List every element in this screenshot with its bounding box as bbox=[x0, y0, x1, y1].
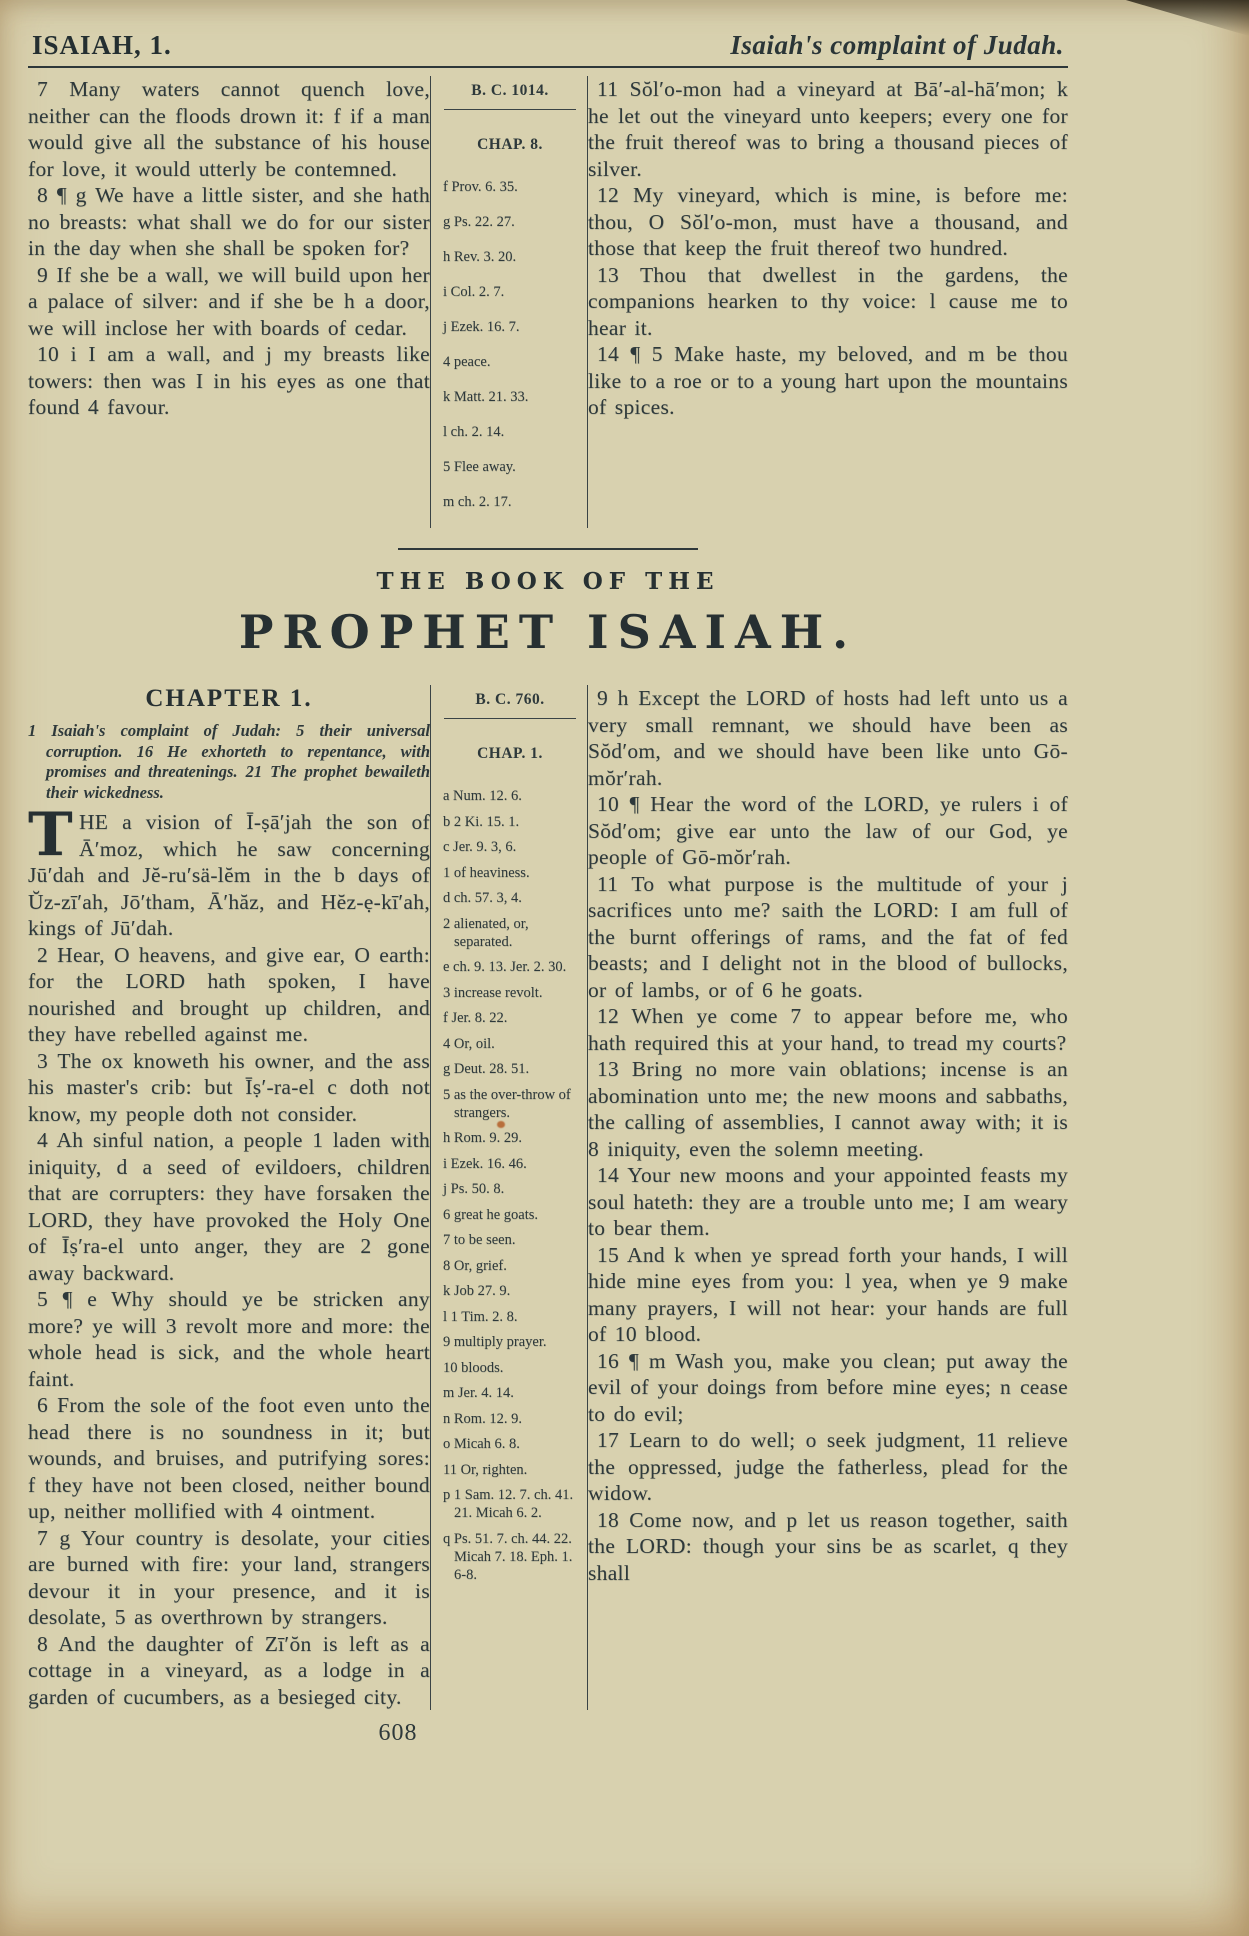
verse: 14 ¶ 5 Make haste, my beloved, and m be thou like to a roe or to a young hart upon the mountains of spices. bbox=[588, 342, 1068, 419]
cross-reference-item: g Ps. 22. 27. bbox=[443, 214, 515, 230]
chapter-1-section bbox=[28, 685, 1068, 1710]
cross-reference-item: i Ezek. 16. 46. bbox=[443, 1155, 527, 1172]
cross-reference-item: f Jer. 8. 22. bbox=[443, 1010, 508, 1026]
cross-reference-item: 5 as the over-throw of strangers. bbox=[443, 1086, 571, 1121]
verse: 18 Come now, and p let us reason together, saith the LORD: though your sins be as scarlet, q they shall bbox=[588, 1507, 1068, 1585]
cross-reference-item: 8 Or, grief. bbox=[443, 1257, 507, 1274]
song-of-solomon-section bbox=[28, 76, 1068, 528]
verse-1 bbox=[28, 800, 430, 942]
verse: 10 ¶ Hear the word of the LORD, ye rulers i of Sŏd′om; give ear unto the law of our God, ye people of Gō-mŏr′rah. bbox=[588, 792, 1068, 869]
cross-reference-item: 7 to be seen. bbox=[443, 1232, 516, 1248]
bc-rule bbox=[444, 109, 576, 110]
cross-reference-item: q Ps. 51. 7. ch. 44. 22. Micah 7. 18. Eph. 1. 6-8. bbox=[443, 1530, 573, 1583]
verse: 8 And the daughter of Zī′ŏn is left as a cottage in a vineyard, as a lodge in a garden of cucumbers, as a besieged city. bbox=[28, 1631, 430, 1709]
chapter-summary: 1 Isaiah's complaint of Judah: 5 their universal corruption. 16 He exhorteth to repentance, with promises and threatenings. 21 The prophet bewaileth their wickedness. bbox=[28, 721, 430, 802]
cross-reference-item: k Job 27. 9. bbox=[443, 1283, 511, 1299]
verse: 8 ¶ g We have a little sister, and she hath no breasts: what shall we do for our sister in the day when she shall be spoken for? bbox=[28, 183, 430, 260]
chapter1-left-verses bbox=[28, 942, 430, 1711]
verse-1-text: HE a vision of Ī-ṣā′jah the son of Ā′moz, which he saw concerning Jū′dah and Jĕ-ru′sä-lĕm in the b days of Ŭz-zī′ah, Jō′tham, Ā′hăz, and Hĕz-ẹ-kī′ah, kings of Jū′dah. bbox=[28, 810, 430, 940]
cross-reference-item: 6 great he goats. bbox=[443, 1206, 539, 1223]
book-title bbox=[28, 568, 1068, 659]
verse: 9 h Except the LORD of hosts had left unto us a very small remnant, we should have been as Sŏd′om, and we should have been like unto Gō-mŏr′rah. bbox=[588, 686, 1068, 790]
cross-reference-item: o Micah 6. 8. bbox=[443, 1436, 520, 1452]
verse: 13 Bring no more vain oblations; incense is an abomination unto me; the new moons and sabbaths, the calling of assemblies, I cannot away with; it is 8 iniquity, even the solemn meeting. bbox=[588, 1057, 1068, 1161]
sos-right-column bbox=[588, 76, 1068, 528]
chapter1-cross-references bbox=[443, 787, 577, 1584]
bc-rule bbox=[444, 718, 576, 719]
cross-reference-item: d ch. 57. 3, 4. bbox=[443, 890, 522, 906]
chapter1-reference-column bbox=[430, 685, 588, 1710]
cross-reference-item: 3 increase revolt. bbox=[443, 984, 543, 1001]
page-content bbox=[28, 30, 1068, 1747]
cross-reference-item: i Col. 2. 7. bbox=[443, 284, 505, 300]
verse: 14 Your new moons and your appointed feasts my soul hateth: they are a trouble unto me; I am weary to bear them. bbox=[588, 1163, 1068, 1240]
cross-reference-item: 4 Or, oil. bbox=[443, 1035, 495, 1052]
verse: 9 If she be a wall, we will build upon her a palace of silver: and if she be h a door, we will inclose her with boards of cedar. bbox=[28, 262, 430, 340]
cross-reference-item: h Rom. 9. 29. bbox=[443, 1130, 522, 1146]
verse: 2 Hear, O heavens, and give ear, O earth: for the LORD hath spoken, I have nourished and brought up children, and they have rebelled against me. bbox=[28, 942, 430, 1046]
book-title-main: PROPHET ISAIAH. bbox=[238, 605, 858, 659]
cross-reference-item: n Rom. 12. 9. bbox=[443, 1410, 522, 1427]
chapter1-left-column bbox=[28, 685, 430, 1710]
cross-reference-item: 11 Or, righten. bbox=[443, 1461, 528, 1478]
cross-reference-item: f Prov. 6. 35. bbox=[443, 179, 518, 195]
cross-reference-item: h Rev. 3. 20. bbox=[443, 249, 517, 265]
header-rule bbox=[28, 66, 1068, 68]
cross-reference-item: e ch. 9. 13. Jer. 2. 30. bbox=[443, 959, 567, 975]
verse: 3 The ox knoweth his owner, and the ass his master's crib: but Īṣ′-ra-el c doth not know, my people doth not consider. bbox=[28, 1048, 430, 1126]
cross-reference-item: 1 of heaviness. bbox=[443, 864, 530, 881]
cross-reference-item: 5 Flee away. bbox=[443, 459, 516, 475]
cross-reference-item: 9 multiply prayer. bbox=[443, 1334, 547, 1350]
cross-reference-item: 2 alienated, or, separated. bbox=[443, 915, 529, 950]
cross-reference-item: 4 peace. bbox=[443, 354, 491, 370]
bc-date-label: B. C. 1014. bbox=[471, 82, 549, 99]
book-title-kicker: THE BOOK OF THE bbox=[376, 568, 720, 595]
verse: 7 Many waters cannot quench love, neither can the floods drown it: f if a man would give all the substance of his house for love, it would utterly be contemned. bbox=[28, 77, 430, 181]
sos-reference-column bbox=[430, 76, 588, 528]
chapter1-right-column bbox=[588, 685, 1068, 1710]
verse: 15 And k when ye spread forth your hands, I will hide mine eyes from you: l yea, when ye 9 make many prayers, I will not hear: your hands are full of 10 blood. bbox=[588, 1242, 1068, 1346]
chapter-heading: CHAPTER 1. bbox=[145, 685, 313, 712]
chapter-ref-label: CHAP. 1. bbox=[477, 745, 543, 762]
verse: 12 When ye come 7 to appear before me, who hath required this at your hand, to tread my courts? bbox=[588, 1004, 1068, 1055]
verse: 5 ¶ e Why should ye be stricken any more? ye will 3 revolt more and more: the whole head is sick, and the whole heart faint. bbox=[28, 1287, 430, 1391]
chapter-ref-label: CHAP. 8. bbox=[477, 136, 543, 153]
verse: 12 My vineyard, which is mine, is before me: thou, O Sŏl′o-mon, must have a thousand, and those that keep the fruit thereof two hundred. bbox=[588, 183, 1068, 260]
section-divider-rule bbox=[398, 548, 698, 550]
running-head-book-chapter: ISAIAH, 1. bbox=[32, 30, 172, 60]
drop-cap-initial: T bbox=[28, 800, 73, 870]
running-head-title: Isaiah's complaint of Judah. bbox=[730, 30, 1064, 60]
cross-reference-item: g Deut. 28. 51. bbox=[443, 1061, 530, 1077]
cross-reference-item: c Jer. 9. 3, 6. bbox=[443, 839, 517, 855]
verse: 17 Learn to do well; o seek judgment, 11 relieve the oppressed, judge the fatherless, plead for the widow. bbox=[588, 1428, 1068, 1505]
cross-reference-item: b 2 Ki. 15. 1. bbox=[443, 813, 520, 830]
verse: 13 Thou that dwellest in the gardens, the companions hearken to thy voice: l cause me to hear it. bbox=[588, 262, 1068, 340]
bc-date-label: B. C. 760. bbox=[475, 691, 545, 708]
cross-reference-item: k Matt. 21. 33. bbox=[443, 389, 529, 405]
cross-reference-item: 10 bloods. bbox=[443, 1359, 504, 1376]
cross-reference-item: l ch. 2. 14. bbox=[443, 424, 505, 440]
sos-cross-references bbox=[443, 178, 577, 511]
cross-reference-item: m ch. 2. 17. bbox=[443, 494, 512, 510]
verse: 11 Sŏl′o-mon had a vineyard at Bā′-al-hā′mon; k he let out the vineyard unto keepers; every one for the fruit thereof was to bring a thousand pieces of silver. bbox=[588, 77, 1068, 181]
verse: 10 i I am a wall, and j my breasts like towers: then was I in his eyes as one that found 4 favour. bbox=[28, 342, 430, 419]
page-number: 608 bbox=[378, 1720, 418, 1746]
cross-reference-item: a Num. 12. 6. bbox=[443, 788, 522, 804]
verse: 7 g Your country is desolate, your cities are burned with fire: your land, strangers devour it in your presence, and it is desolate, 5 as overthrown by strangers. bbox=[28, 1525, 430, 1629]
cross-reference-item: j Ezek. 16. 7. bbox=[443, 319, 520, 335]
verse: 4 Ah sinful nation, a people 1 laden with iniquity, d a seed of evildoers, children that are corrupters: they have forsaken the LORD, they have provoked the Holy One of Īṣ′ra-el unto anger, they are 2 gone away backward. bbox=[28, 1128, 430, 1285]
sos-left-column bbox=[28, 76, 430, 528]
verse: 11 To what purpose is the multitude of your j sacrifices unto me? saith the LORD: I am full of the burnt offerings of rams, and the fat of fed beasts; and I delight not in the blood of bullocks, or of lambs, or of 6 he goats. bbox=[588, 871, 1068, 1002]
cross-reference-item: j Ps. 50. 8. bbox=[443, 1181, 505, 1197]
verse: 16 ¶ m Wash you, make you clean; put away the evil of your doings from before mine eyes; n cease to do evil; bbox=[588, 1348, 1068, 1426]
page-corner-shadow bbox=[1109, 0, 1249, 36]
cross-reference-item: p 1 Sam. 12. 7. ch. 41. 21. Micah 6. 2. bbox=[443, 1487, 574, 1521]
running-head bbox=[28, 30, 1068, 61]
verse: 6 From the sole of the foot even unto the head there is no soundness in it; but wounds, and bruises, and putrifying sores: f they have not been closed, neither bound up, neither mollified with 4 ointment. bbox=[28, 1393, 430, 1523]
cross-reference-item: m Jer. 4. 14. bbox=[443, 1385, 514, 1401]
cross-reference-item: l 1 Tim. 2. 8. bbox=[443, 1308, 518, 1325]
